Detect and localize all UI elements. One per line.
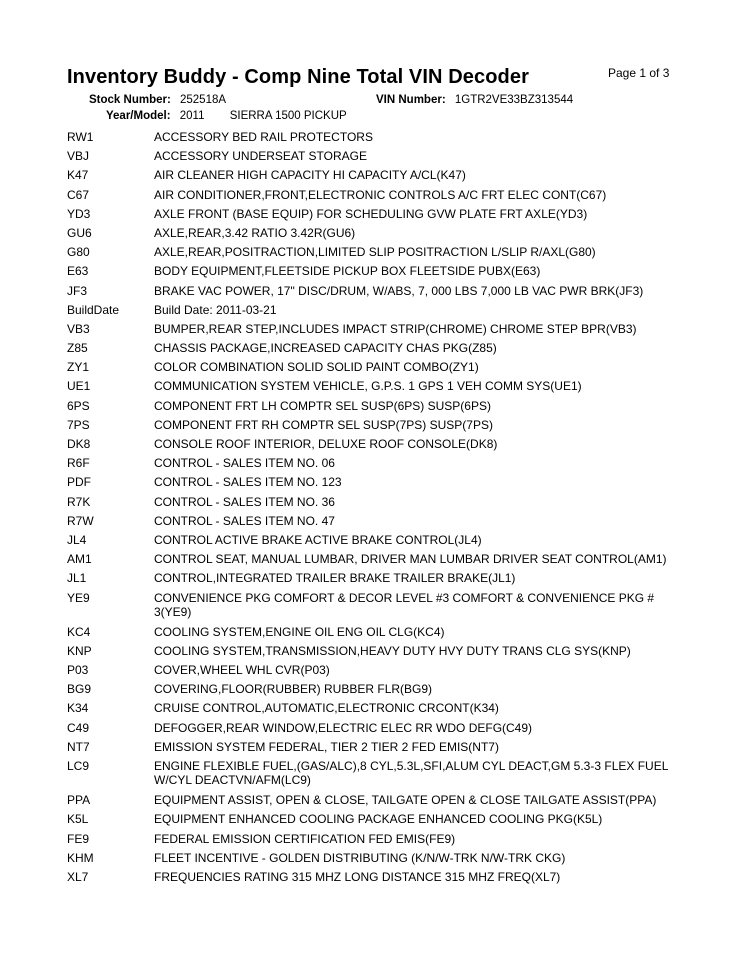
option-row [0,168,742,187]
option-description: COLOR COMBINATION SOLID SOLID PAINT COMBO(ZY1) [154,360,479,375]
option-row [0,533,742,552]
option-description: ACCESSORY BED RAIL PROTECTORS [154,130,373,144]
option-description: CONTROL ACTIVE BRAKE ACTIVE BRAKE CONTROL(JL4) [154,532,482,547]
option-description: COMMUNICATION SYSTEM VEHICLE, G.P.S. 1 GPS 1 VEH COMM SYS(UE1) [154,379,582,394]
year-model [106,110,347,122]
option-code: FE9 [67,831,90,846]
vin-number-label: VIN Number: [376,94,446,106]
page-title: Inventory Buddy - Comp Nine Total VIN Decoder [67,66,529,88]
option-description: EQUIPMENT ENHANCED COOLING PACKAGE ENHANCED COOLING PKG(K5L) [154,812,603,827]
option-row [0,552,742,571]
option-code: 7PS [67,417,90,432]
option-code: Z85 [67,341,88,356]
option-row [0,379,742,398]
option-row [0,793,742,812]
option-description: ENGINE FLEXIBLE FUEL,(GAS/ALC),8 CYL,5.3L,SFI,ALUM CYL DEACT,GM 5.3-3 FLEX FUEL W/CYL DEACTVN/AFM(LC9) [154,759,668,787]
option-code: R6F [67,456,90,471]
option-description: BODY EQUIPMENT,FLEETSIDE PICKUP BOX FLEETSIDE PUBX(E63) [154,264,541,279]
option-code: XL7 [67,869,89,884]
option-description: CONSOLE ROOF INTERIOR, DELUXE ROOF CONSOLE(DK8) [154,437,498,451]
option-description: CHASSIS PACKAGE,INCREASED CAPACITY CHAS PKG(Z85) [154,341,497,356]
option-description: FEDERAL EMISSION CERTIFICATION FED EMIS(FE9) [154,831,456,846]
option-row [0,495,742,514]
option-code: NT7 [67,739,90,754]
option-description: AIR CONDITIONER,FRONT,ELECTRONIC CONTROLS A/C FRT ELEC CONT(C67) [154,187,607,202]
option-row [0,149,742,168]
option-description: CONTROL SEAT, MANUAL LUMBAR, DRIVER MAN LUMBAR DRIVER SEAT CONTROL(AM1) [154,552,667,567]
option-description: COOLING SYSTEM,TRANSMISSION,HEAVY DUTY HVY DUTY TRANS CLG SYS(KNP) [154,643,631,658]
stock-number-label: Stock Number: [89,94,171,106]
vin-number-value: 1GTR2VE33BZ313544 [454,94,574,106]
option-row [0,851,742,870]
option-description: COOLING SYSTEM,ENGINE OIL ENG OIL CLG(KC4) [154,624,445,639]
option-row [0,870,742,889]
option-row [0,832,742,851]
option-row [0,303,742,322]
option-code: R7K [67,494,91,509]
stock-number-value: 252518A [180,94,227,106]
option-code: ZY1 [67,360,90,375]
option-code: YD3 [67,206,91,221]
option-row [0,399,742,418]
year-value: 2011 [179,110,205,122]
option-code: P03 [67,663,89,678]
option-row [0,437,742,456]
option-code: UE1 [67,379,91,394]
option-code: VB3 [67,321,90,336]
option-code: BuildDate [67,302,120,317]
option-row [0,322,742,341]
option-code: JL1 [67,571,87,586]
option-code: LC9 [67,759,90,773]
option-description: CONTROL - SALES ITEM NO. 36 [154,494,335,509]
option-description: FLEET INCENTIVE - GOLDEN DISTRIBUTING (K/N/W-TRK N/W-TRK CKG) [154,850,566,865]
option-row [0,701,742,720]
option-description: DEFOGGER,REAR WINDOW,ELECTRIC ELEC RR WDO DEFG(C49) [154,720,533,735]
option-code: R7W [67,513,94,528]
option-row [0,188,742,207]
option-row [0,475,742,494]
option-code: 6PS [67,398,90,413]
stock-number [89,94,226,106]
option-row [0,264,742,283]
option-description: EQUIPMENT ASSIST, OPEN & CLOSE, TAILGATE OPEN & CLOSE TAILGATE ASSIST(PPA) [154,793,657,808]
option-row [0,284,742,303]
option-row [0,721,742,740]
option-code: VBJ [67,149,90,164]
option-code: PDF [67,475,91,490]
option-description: COMPONENT FRT LH COMPTR SEL SUSP(6PS) SUSP(6PS) [154,398,491,413]
option-description: CONTROL - SALES ITEM NO. 123 [154,475,342,490]
option-row [0,663,742,682]
option-code: C67 [67,187,90,202]
option-description: Build Date: 2011-03-21 [154,302,277,317]
option-description: CRUISE CONTROL,AUTOMATIC,ELECTRONIC CRCONT(K34) [154,701,499,716]
option-description: CONTROL,INTEGRATED TRAILER BRAKE TRAILER BRAKE(JL1) [154,571,516,586]
option-row [0,514,742,533]
option-code: KC4 [67,624,91,639]
option-description: COVER,WHEEL WHL CVR(P03) [154,663,330,678]
option-row [0,245,742,264]
option-row [0,682,742,701]
option-row [0,591,742,625]
option-code: KNP [67,643,92,658]
option-description: BRAKE VAC POWER, 17" DISC/DRUM, W/ABS, 7, 000 LBS 7,000 LB VAC PWR BRK(JF3) [154,283,644,298]
option-description: AIR CLEANER HIGH CAPACITY HI CAPACITY A/CL(K47) [154,168,466,183]
option-row [0,418,742,437]
option-description: AXLE FRONT (BASE EQUIP) FOR SCHEDULING GVW PLATE FRT AXLE(YD3) [154,206,588,221]
option-row [0,740,742,759]
option-description: FREQUENCIES RATING 315 MHZ LONG DISTANCE 315 MHZ FREQ(XL7) [154,869,561,884]
option-code: YE9 [67,590,90,605]
option-description: ACCESSORY UNDERSEAT STORAGE [154,149,367,164]
option-code: GU6 [67,225,92,240]
option-description: AXLE,REAR,3.42 RATIO 3.42R(GU6) [154,225,356,240]
option-description: COMPONENT FRT RH COMPTR SEL SUSP(7PS) SUSP(7PS) [154,417,493,432]
option-row [0,571,742,590]
option-code-list [0,130,742,889]
option-description: CONTROL - SALES ITEM NO. 47 [154,513,335,528]
option-row [0,625,742,644]
option-row [0,456,742,475]
option-row [0,341,742,360]
option-row [0,812,742,831]
option-code: RW1 [67,130,94,144]
page-number: Page 1 of 3 [608,66,670,80]
option-code: KHM [67,850,94,865]
option-description: CONVENIENCE PKG COMFORT & DECOR LEVEL #3 COMFORT & CONVENIENCE PKG # 3(YE9) [154,590,655,619]
option-code: DK8 [67,437,91,451]
option-code: K47 [67,168,89,183]
option-code: PPA [67,793,91,808]
option-code: JF3 [67,283,88,298]
option-row [0,644,742,663]
option-code: K5L [67,812,89,827]
year-model-label: Year/Model: [106,110,171,122]
option-code: C49 [67,720,90,735]
option-description: BUMPER,REAR STEP,INCLUDES IMPACT STRIP(CHROME) CHROME STEP BPR(VB3) [154,321,637,336]
option-description: EMISSION SYSTEM FEDERAL, TIER 2 TIER 2 FED EMIS(NT7) [154,739,499,754]
option-row [0,360,742,379]
model-value: SIERRA 1500 PICKUP [229,110,347,122]
option-row [0,207,742,226]
option-row [0,130,742,149]
vin-number [376,94,573,106]
option-description: COVERING,FLOOR(RUBBER) RUBBER FLR(BG9) [154,682,433,697]
option-code: K34 [67,701,89,716]
option-code: E63 [67,264,89,279]
option-code: G80 [67,245,90,260]
option-description: AXLE,REAR,POSITRACTION,LIMITED SLIP POSITRACTION L/SLIP R/AXL(G80) [154,245,596,260]
option-code: AM1 [67,552,92,567]
option-row [0,759,742,793]
option-description: CONTROL - SALES ITEM NO. 06 [154,456,335,471]
option-code: JL4 [67,532,87,547]
option-code: BG9 [67,682,92,697]
option-row [0,226,742,245]
